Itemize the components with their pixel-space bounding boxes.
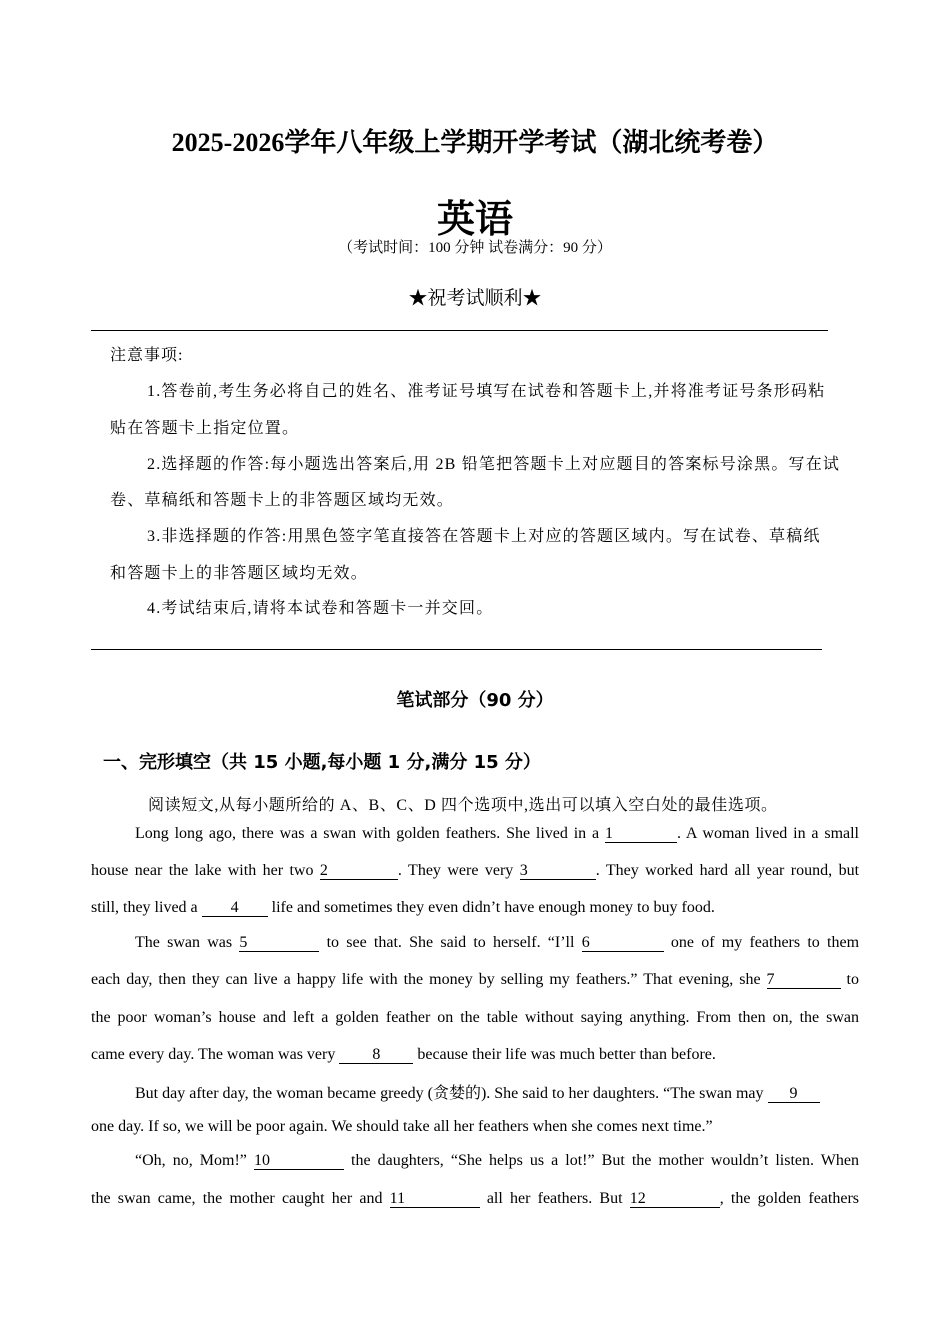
passage-line xyxy=(91,899,859,917)
exam-meta: （考试时间：100 分钟 试卷满分：90 分） xyxy=(338,240,612,256)
cloze-blank-10: 10 xyxy=(254,1152,344,1170)
notice-line: 3.非选择题的作答:用黑色签字笔直接答在答题卡上对应的答题区域内。写在试卷、草稿纸 xyxy=(147,528,821,545)
section-heading: 笔试部分（90 分） xyxy=(396,690,554,711)
cloze-blank-11: 11 xyxy=(390,1190,480,1208)
cloze-blank-2: 2 xyxy=(320,862,398,880)
passage-text: life and sometimes they even didn’t have enough money to buy food. xyxy=(267,899,715,916)
cloze-blank-9: 9 xyxy=(768,1085,820,1103)
passage-line xyxy=(91,862,859,880)
passage-line xyxy=(91,971,859,989)
passage-text: each day, then they can live a happy life with the money by selling my feathers.” That evening, she xyxy=(91,971,767,988)
passage-text: one of my feathers to them xyxy=(663,934,860,951)
passage-line xyxy=(135,1152,859,1170)
passage-text: the daughters, “She helps us a lot!” But the mother wouldn’t listen. When xyxy=(343,1152,859,1169)
top-divider xyxy=(91,330,828,331)
notice-line: 2.选择题的作答:每小题选出答案后,用 2B 铅笔把答题卡上对应题目的答案标号涂黑。写在试 xyxy=(147,456,841,473)
cloze-blank-7: 7 xyxy=(767,971,841,989)
notice-line: 贴在答题卡上指定位置。 xyxy=(110,420,300,437)
passage-text: . They worked hard all year round, but xyxy=(595,862,860,879)
notice-line: 和答题卡上的非答题区域均无效。 xyxy=(110,565,369,582)
subject-title: 英语 xyxy=(436,197,513,241)
cloze-blank-8: 8 xyxy=(339,1046,413,1064)
passage-line xyxy=(135,934,859,952)
passage-text: to xyxy=(840,971,859,988)
passage-text: , the golden feathers xyxy=(719,1190,859,1207)
notice-heading: 注意事项: xyxy=(110,347,184,364)
passage-line xyxy=(135,1080,859,1103)
notice-line: 4.考试结束后,请将本试卷和答题卡一并交回。 xyxy=(147,600,494,617)
passage-text: one day. If so, we will be poor again. We should take all her feathers when she comes next time.” xyxy=(91,1118,713,1135)
passage-text: the poor woman’s house and left a golden feather on the table without saying anything. From then on, the swan xyxy=(91,1009,859,1026)
passage-line xyxy=(91,1046,859,1064)
passage-line xyxy=(135,825,859,843)
passage-line xyxy=(91,1118,859,1136)
passage-text: “Oh, no, Mom!” xyxy=(135,1152,254,1169)
instruction: 阅读短文,从每小题所给的 A、B、C、D 四个选项中,选出可以填入空白处的最佳选项。 xyxy=(148,797,778,814)
passage-text: to see that. She said to herself. “I’ll xyxy=(319,934,582,951)
passage-text: because their life was much better than before. xyxy=(413,1046,716,1063)
passage-text: still, they lived a xyxy=(91,899,202,916)
cloze-blank-12: 12 xyxy=(630,1190,720,1208)
passage-line xyxy=(91,1009,859,1027)
passage-text: . They were very xyxy=(397,862,520,879)
cloze-blank-3: 3 xyxy=(520,862,596,880)
cloze-blank-1: 1 xyxy=(605,825,677,843)
good-luck-line: ★祝考试顺利★ xyxy=(408,288,542,309)
passage-text: Long long ago, there was a swan with golden feathers. She lived in a xyxy=(135,825,605,842)
passage-text: . A woman lived in a small xyxy=(676,825,860,842)
passage-line xyxy=(91,1190,859,1208)
passage-text: came every day. The woman was very xyxy=(91,1046,340,1063)
notice-line: 卷、草稿纸和答题卡上的非答题区域均无效。 xyxy=(110,492,455,509)
cloze-blank-5: 5 xyxy=(239,934,319,952)
exam-title: 2025-2026学年八年级上学期开学考试（湖北统考卷） xyxy=(171,128,779,157)
passage-text: But day after day, the woman became greedy (贪婪的). She said to her daughters. “The swan may xyxy=(135,1085,768,1102)
passage-text: all her feathers. But xyxy=(479,1190,630,1207)
cloze-blank-4: 4 xyxy=(202,899,268,917)
notice-line: 1.答卷前,考生务必将自己的姓名、准考证号填写在试卷和答题卡上,并将准考证号条形码粘 xyxy=(147,383,826,400)
part-heading: 一、完形填空（共 15 小题,每小题 1 分,满分 15 分） xyxy=(103,752,541,773)
passage-text: The swan was xyxy=(135,934,240,951)
passage-text: the swan came, the mother caught her and xyxy=(91,1190,390,1207)
passage-text: house near the lake with her two xyxy=(91,862,320,879)
cloze-blank-6: 6 xyxy=(582,934,664,952)
bottom-divider xyxy=(91,649,822,650)
